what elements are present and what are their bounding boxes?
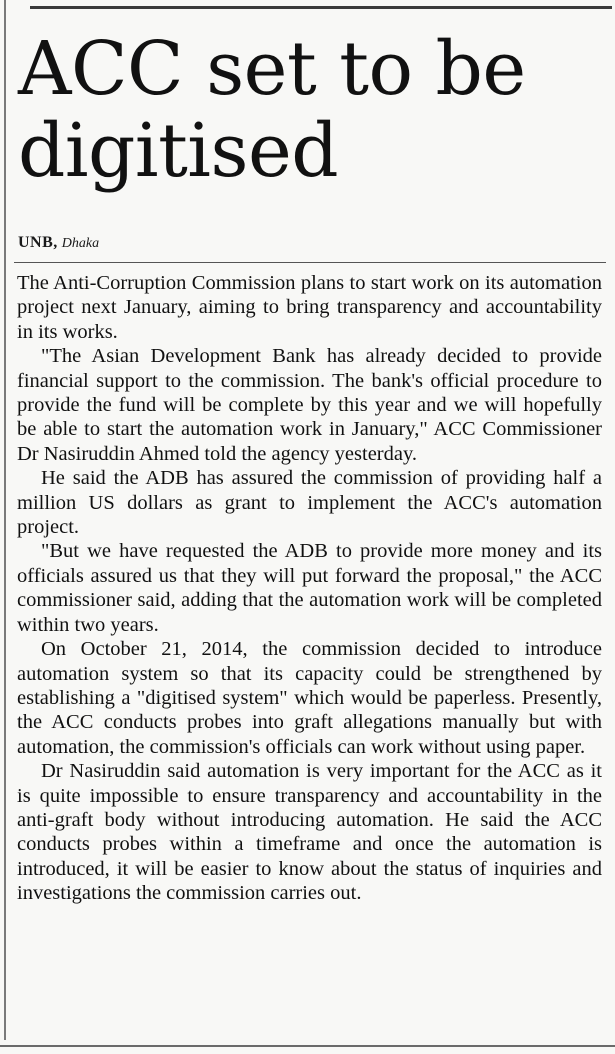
article-body [17,271,602,906]
byline-place: Dhaka [61,236,100,251]
byline [18,234,99,252]
paragraph: The Anti-Corruption Commission plans to start work on its automation project next January, aiming to bring transparency and accountability in its works. [17,272,602,343]
paragraph: On October 21, 2014, the commission decided to introduce automation system so that its capacity could be strengthened by establishing a "digitised system" which would be paperless. Presently, the ACC conducts probes into graft allegations manually but with automation, the commission's officials can work without using paper. [17,638,602,758]
paragraph: "But we have requested the ADB to provide more money and its officials assured us that they will put forward the proposal," the ACC commissioner said, adding that the automation work will be completed within two years. [17,540,602,636]
headline: ACC set to be digitised [18,26,526,194]
paragraph: "The Asian Development Bank has already decided to provide financial support to the commission. The bank's official procedure to provide the fund will be complete by this year and we will hopefully be able to start the automation work in January," ACC Commissioner Dr Nasiruddin Ahmed told the agency yesterday. [17,345,602,465]
paragraph: He said the ADB has assured the commission of providing half a million US dollars as grant to implement the ACC's automation project. [17,467,602,539]
paragraph: Dr Nasiruddin said automation is very important for the ACC as it is quite impossible to ensure transparency and accountability in the anti-graft body without introducing automation. He said the ACC conducts probes within a timeframe and once the automation is introduced, it will be easier to know about the status of inquiries and investigations the commission carries out. [17,760,602,905]
byline-rule [14,262,606,263]
column-rule-bottom [0,1045,615,1047]
column-rule-left [4,0,6,1040]
column-rule-top [30,6,612,9]
byline-agency: UNB, [18,234,58,251]
